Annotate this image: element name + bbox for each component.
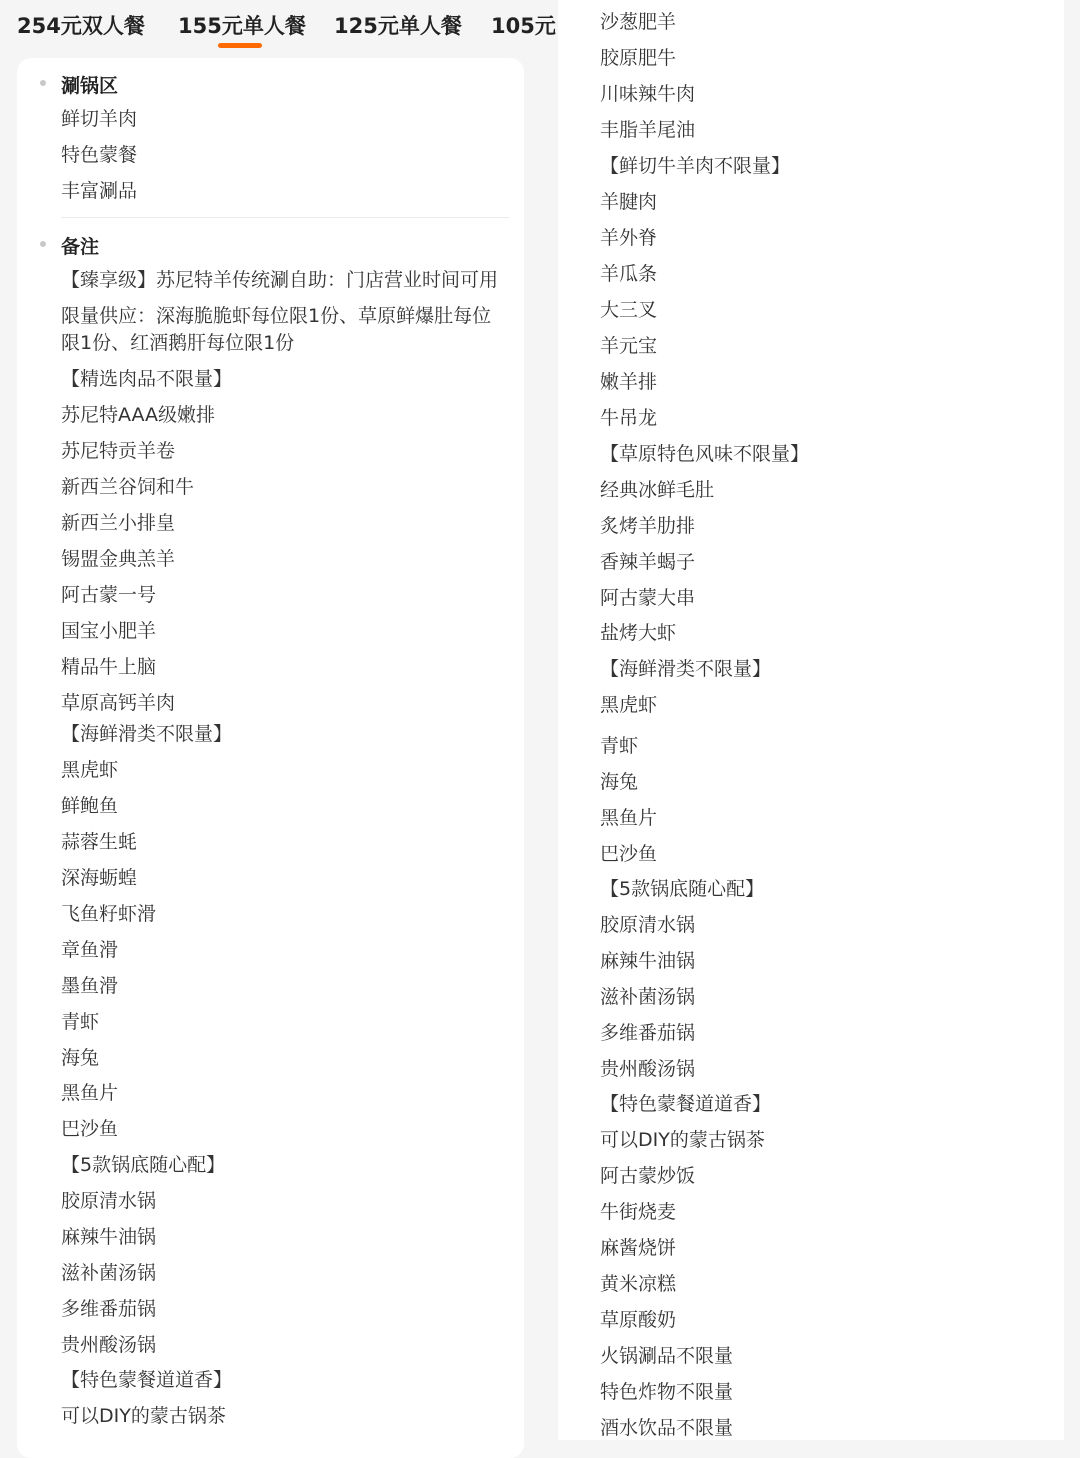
list-item: 鲜切羊肉 xyxy=(61,108,138,130)
list-item: 黑虎虾 xyxy=(600,694,658,716)
note-line: 苏尼特贡羊卷 xyxy=(61,440,176,462)
list-item: 阿古蒙大串 xyxy=(600,587,696,609)
list-item: 【草原特色风味不限量】 xyxy=(600,443,810,465)
note-line: 国宝小肥羊 xyxy=(61,620,157,642)
note-line: 多维番茄锅 xyxy=(61,1298,157,1320)
note-line: 【海鲜滑类不限量】 xyxy=(61,723,233,745)
note-line: 滋补菌汤锅 xyxy=(61,1262,157,1284)
list-item: 胶原清水锅 xyxy=(600,914,696,936)
list-item: 黑鱼片 xyxy=(600,807,658,829)
note-line: 麻辣牛油锅 xyxy=(61,1226,157,1248)
list-item: 羊腱肉 xyxy=(600,191,658,213)
list-item: 巴沙鱼 xyxy=(600,843,658,865)
note-line: 墨鱼滑 xyxy=(61,975,119,997)
list-item: 盐烤大虾 xyxy=(600,622,677,644)
note-line: 【精选肉品不限量】 xyxy=(61,368,233,390)
list-item: 嫩羊排 xyxy=(600,371,658,393)
list-item: 川味辣牛肉 xyxy=(600,83,696,105)
note-line: 蒜蓉生蚝 xyxy=(61,831,138,853)
right-screenshot-pane xyxy=(558,0,1064,1440)
note-line: 锡盟金典羔羊 xyxy=(61,548,176,570)
note-line: 胶原清水锅 xyxy=(61,1190,157,1212)
active-tab-indicator xyxy=(218,43,262,48)
list-item: 酒水饮品不限量 xyxy=(600,1417,734,1439)
list-item: 大三叉 xyxy=(600,299,658,321)
note-line: 可以DIY的蒙古锅茶 xyxy=(61,1405,226,1427)
list-item: 贵州酸汤锅 xyxy=(600,1058,696,1080)
list-item: 【海鲜滑类不限量】 xyxy=(600,658,772,680)
list-item: 经典冰鲜毛肚 xyxy=(600,479,715,501)
list-item: 麻酱烧饼 xyxy=(600,1237,677,1259)
note-line: 精品牛上脑 xyxy=(61,656,157,678)
note-line: 苏尼特AAA级嫩排 xyxy=(61,404,216,426)
list-item: 胶原肥牛 xyxy=(600,47,677,69)
note-line: 贵州酸汤锅 xyxy=(61,1334,157,1356)
list-item: 香辣羊蝎子 xyxy=(600,551,696,573)
tab-125-single[interactable]: 125元单人餐 xyxy=(334,14,462,38)
section-bullet-icon xyxy=(40,241,46,247)
list-item: 羊元宝 xyxy=(600,335,658,357)
section-title-hotpot: 涮锅区 xyxy=(61,75,119,97)
note-line: 章鱼滑 xyxy=(61,939,119,961)
list-item: 牛吊龙 xyxy=(600,407,658,429)
note-line: 【臻享级】苏尼特羊传统涮自助：门店营业时间可用 xyxy=(61,269,499,291)
list-item: 特色炸物不限量 xyxy=(600,1381,734,1403)
note-line: 限量供应：深海脆脆虾每位限1份、草原鲜爆肚每位限1份、红酒鹅肝每位限1份 xyxy=(61,305,492,354)
package-detail-card xyxy=(17,58,524,1458)
list-item: 羊外脊 xyxy=(600,227,658,249)
list-item: 阿古蒙炒饭 xyxy=(600,1165,696,1187)
list-item: 可以DIY的蒙古锅茶 xyxy=(600,1129,765,1151)
note-line: 草原高钙羊肉 xyxy=(61,692,176,714)
note-line: 鲜鲍鱼 xyxy=(61,795,119,817)
note-line: 【特色蒙餐道道香】 xyxy=(61,1369,233,1391)
note-line: 黑虎虾 xyxy=(61,759,119,781)
note-line: 飞鱼籽虾滑 xyxy=(61,903,157,925)
tab-105-partial[interactable]: 105元 xyxy=(491,14,556,38)
list-item: 炙烤羊肋排 xyxy=(600,515,696,537)
tab-155-single[interactable]: 155元单人餐 xyxy=(178,14,306,38)
list-item: 【鲜切牛羊肉不限量】 xyxy=(600,155,791,177)
package-tabs xyxy=(0,0,556,56)
section-title-notes: 备注 xyxy=(61,236,100,258)
tab-254-double[interactable]: 254元双人餐 xyxy=(17,14,145,38)
list-item: 牛街烧麦 xyxy=(600,1201,677,1223)
list-item: 【特色蒙餐道道香】 xyxy=(600,1093,772,1115)
list-item: 麻辣牛油锅 xyxy=(600,950,696,972)
list-item: 丰脂羊尾油 xyxy=(600,119,696,141)
list-item: 滋补菌汤锅 xyxy=(600,986,696,1008)
list-item: 海兔 xyxy=(600,771,639,793)
note-line: 新西兰谷饲和牛 xyxy=(61,476,195,498)
note-line: 黑鱼片 xyxy=(61,1082,119,1104)
list-item: 沙葱肥羊 xyxy=(600,11,677,33)
note-line: 巴沙鱼 xyxy=(61,1118,119,1140)
list-item: 多维番茄锅 xyxy=(600,1022,696,1044)
note-line: 深海蛎蝗 xyxy=(61,867,138,889)
note-line: 阿古蒙一号 xyxy=(61,584,157,606)
list-item: 火锅涮品不限量 xyxy=(600,1345,734,1367)
list-item: 【5款锅底随心配】 xyxy=(600,878,765,900)
list-item: 羊瓜条 xyxy=(600,263,658,285)
note-line: 【5款锅底随心配】 xyxy=(61,1154,226,1176)
note-line: 新西兰小排皇 xyxy=(61,512,176,534)
section-bullet-icon xyxy=(40,80,46,86)
list-item: 草原酸奶 xyxy=(600,1309,677,1331)
list-item: 特色蒙餐 xyxy=(61,144,138,166)
note-line: 海兔 xyxy=(61,1047,100,1069)
note-line: 青虾 xyxy=(61,1011,100,1033)
list-item: 丰富涮品 xyxy=(61,180,138,202)
list-item: 黄米凉糕 xyxy=(600,1273,677,1295)
section-divider xyxy=(61,217,509,218)
list-item: 青虾 xyxy=(600,735,639,757)
